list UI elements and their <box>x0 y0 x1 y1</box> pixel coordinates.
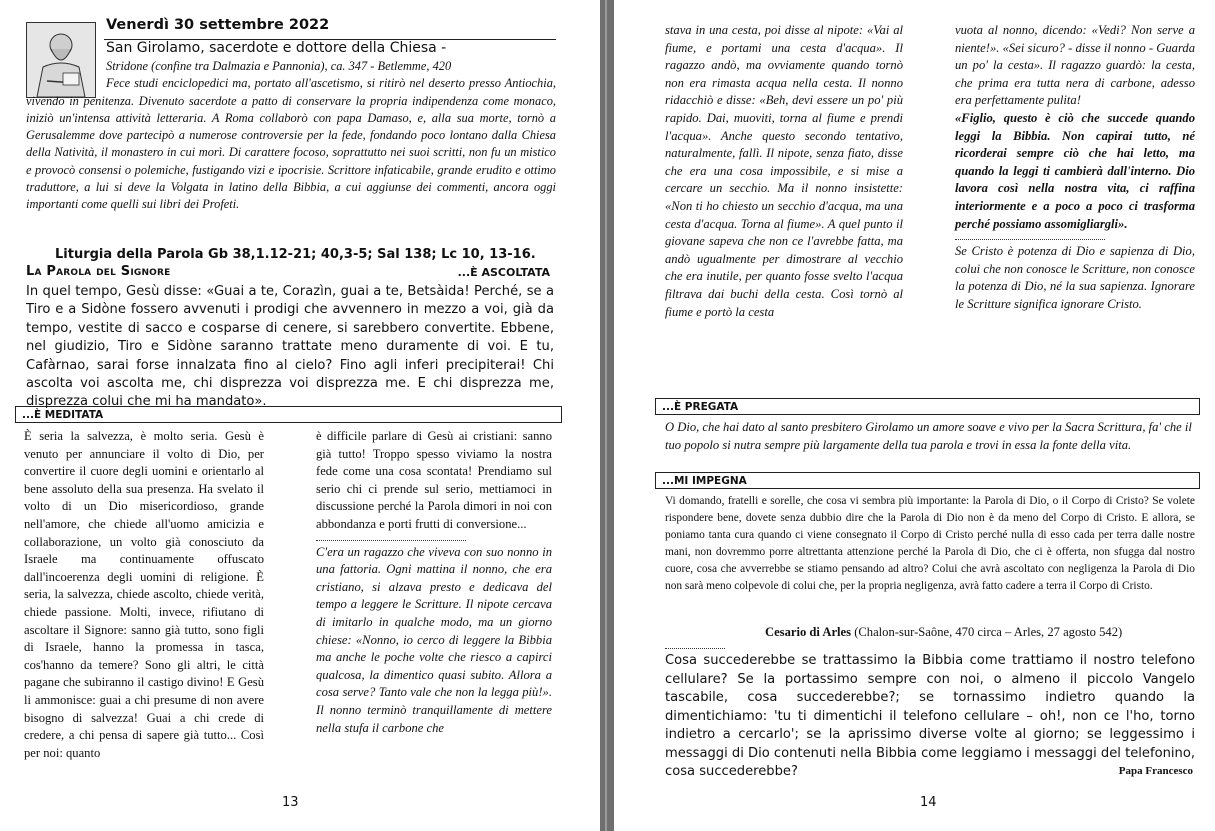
closing-author: Papa Francesco <box>1118 765 1193 777</box>
saint-biography: Fece studi enciclopedici ma, portato all'ascetismo, si ritirò nel deserto presso Antiochia, vivendo in penitenza. Divenuto sacerdote a patto di conservare la propria indipendenza come monaco, iniziò un'intensa attività letteraria. A Roma collaborò con papa Damaso, e, alla sua morte, tornò a Gerusalemme dove partecipò a numerose controversie per la fede, fondando poco lontano dalla Chiesa della Natività, il monastero in cui morì. Di carattere focoso, soprattutto nei suoi scritti, non fu un mistico e provocò consensi o polemiche, fustigando vizi e ipocrisie. Scrittore infaticabile, grande erudito e ottimo traduttore, a lui si deve la Volgata in latino della Bibbia, a cui aggiunse dei commenti, ancora oggi importanti come quelli sui libri dei Profeti. <box>26 76 556 212</box>
listened-label: ...È ASCOLTATA <box>457 266 550 279</box>
prayer-text: O Dio, che hai dato al santo presbitero Girolamo un amore soave e vivo per la Sacra Scrittura, fa' che il tuo popolo si nutra sempre più largamente della tua parola e trovi in essa la fonte della vita. <box>665 420 1192 452</box>
right-page <box>614 0 1215 831</box>
date-title: Venerdì 30 settembre 2022 <box>106 17 330 33</box>
closing-text: Cosa succederebbe se trattassimo la Bibbia come trattiamo il nostro telefono cellulare? Se la portassimo sempre con noi, o almeno il piccolo Vangelo tascabile, cosa succederebbe?; se tornassimo indietro quando la dimentichiamo: 'tu ti dimentichi il telefono cellulare – oh!, non ce l'ho, torno indietro a cercarlo'; se la aprissimo diverse volte al giorno; se leggessimo i messaggi di Dio contenuti nella Bibbia come leggiamo i messaggi del telefonino, cosa succederebbe? <box>665 653 1195 779</box>
author-info: (Chalon-sur-Saône, 470 circa – Arles, 27 agosto 542) <box>854 625 1123 639</box>
meditation-continued: è difficile parlare di Gesù ai cristiani: sanno già tutto! Troppo spesso viviamo la nostra fede come una cosa scontata! Prendiamo sul serio chi ci prende sul serio, mettiamoci in discussione perché la Parola dimori in noi con abbondanza e porti frutti di conversione... <box>316 429 552 531</box>
saint-dates: Stridone (confine tra Dalmazia e Pannonia), ca. 347 - Betlemme, 420 <box>106 59 452 73</box>
page-number-right: 14 <box>920 795 937 810</box>
meditation-column-2 <box>316 428 552 737</box>
story-moral: «Figlio, questo è ciò che succede quando leggi la Bibbia. Non capirai tutto, né ricorderai sempre ciò che hai letto, ma quando la leggi ti cambierà dall'interno. Dio lavora così nella nostra vita, ci raffina interiormente e a poco a poco ci trasforma perché possiamo assomigliargli». <box>955 110 1195 231</box>
saint-bio <box>26 58 556 214</box>
word-of-lord-title: La Parola del Signore <box>26 264 171 279</box>
meditation-column-1: È seria la salvezza, è molto seria. Gesù è venuto per annunciare il volto di Dio, per convertire il cuore degli uomini e orientarlo al bene assoluto della sua presenza. Ha svelato il volto di un Dio misericordioso, grande nell'amore, che chiede all'uomo amicizia e collaborazione, un volto già conosciuto da Israele ma continuamente offuscato dall'incoerenza degli uomini di religione. È seria, la salvezza, chiede ascolto, chiede verità, chiede passione. Molti, invece, rifiutano di ascoltare il Signore: sanno già tutto, sono figli di Israele, hanno la promessa in tasca, cos'hanno da temere? Sono gli altri, le città pagane che subiranno il castigo divino! E Gesù li ammonisce: guai a chi presume di non avere bisogno di salvezza! Guai a chi crede di credere, a chi pensa di sapere già tutto... Così per noi: quanto <box>24 429 264 760</box>
author-attribution <box>765 625 1122 640</box>
commitment-text: Vi domando, fratelli e sorelle, che cosa vi sembra più importante: la Parola di Dio, o il Corpo di Cristo? Se volete rispondere bene, dovete senza dubbio dire che la Parola di Dio non è da meno del Corpo di Cristo. E allora, se poniamo tanta cura quando ci viene consegnato il Corpo di Cristo perché nulla di esso cada per terra dalle nostre mani, non dovremmo porre altrettanta attenzione perché la Parola di Dio, che ci è offerta, non sfugga dal nostro cuore, cosa che avverrebbe se stiamo pensando ad altro? Colui che avrà ascoltato con negligenza la Parola di Dio non sarà meno colpevole di colui che, per la propria negligenza, avrà fatto cadere a terra il Corpo di Cristo. <box>665 495 1195 592</box>
author-name: Cesario di Arles <box>765 625 852 639</box>
page-number-left: 13 <box>282 795 299 810</box>
saint-name: San Girolamo, sacerdote e dottore della Chiesa - <box>106 40 447 56</box>
meditated-section-header <box>15 406 562 423</box>
story-column-2 <box>955 22 1195 314</box>
commit-label: ...MI IMPEGNA <box>662 475 747 487</box>
left-page <box>0 0 600 831</box>
story-start: C'era un ragazzo che viveva con suo nonno in una fattoria. Ogni mattina il nonno, che era cristiano, si alzava presto e dedicava del tempo a leggere le Scritture. Il nipote cercava di imitarlo in qualche modo, ma un giorno chiese: «Nonno, io cerco di leggere la Bibbia ma anche le poche volte che riesco a capirci qualcosa, la dimentico quasi subito. Allora a cosa serve? Tanto vale che non la legga più!». Il nonno terminò tranquillamente di mettere nella stufa il carbone che <box>316 544 552 735</box>
meditated-label: ...È MEDITATA <box>22 409 104 421</box>
story-continued: vuota al nonno, dicendo: «Vedi? Non serve a niente!». «Sei sicuro? - disse il nonno - Guarda un po' la cesta». Il ragazzo guardò: la cesta, che prima era tutta nera di carbone, adesso era perfettamente pulita! <box>955 23 1195 108</box>
separator <box>955 239 1105 240</box>
scripture-quote: Se Cristo è potenza di Dio e sapienza di Dio, colui che non conosce le Scritture, non conosce la potenza di Dio, né la sua sapienza. Ignorare le Scritture significa ignorare Cristo. <box>955 244 1195 311</box>
prayed-section-header <box>655 398 1200 415</box>
gospel-text: In quel tempo, Gesù disse: «Guai a te, Corazìn, guai a te, Betsàida! Perché, se a Tiro e a Sidòne fossero avvenuti i prodigi che avvennero in mezzo a voi, già da tempo, vestite di sacco e cosparse di cenere, si sarebbero convertite. Ebbene, nel giudizio, Tiro e Sidòne saranno trattate meno duramente di voi. E tu, Cafàrnao, sarai forse innalzata fino al cielo? Fino agli inferi precipiterai! Chi ascolta voi ascolta me, chi disprezza voi disprezza me. E chi disprezza me, disprezza colui che mi ha mandato». <box>26 284 554 410</box>
separator <box>316 540 466 541</box>
story-column-1: stava in una cesta, poi disse al nipote: «Vai al fiume, e portami una cesta d'acqua». Il ragazzo andò, ma ovviamente quando tornò non era rimasta acqua nella cesta. Il nonno ridacchiò e disse: «Beh, devi essere un po' più rapido. Dai, muoviti, torna al fiume e prendi l'acqua». Anche questo secondo tentativo, naturalmente, fallì. Il nipote, senza fiato, disse che era una cosa impossibile, e si mise a cercare un secchio. Ma il nonno insistette: «Non ti ho chiesto un secchio d'acqua, ma una cesta d'acqua. Torna al fiume». A quel punto il giovane sapeva che non ce l'avrebbe fatta, ma andò ugualmente per dimostrare al vecchio che era inutile, per quanto fosse svelto l'acqua filtrava dai buchi della cesta. Così tornò al fiume e portò la cesta <box>665 23 903 319</box>
book-gutter <box>600 0 614 831</box>
liturgy-title: Liturgia della Parola Gb 38,1.12-21; 40,3-5; Sal 138; Lc 10, 13-16. <box>55 247 536 262</box>
short-separator <box>665 648 725 649</box>
commit-section-header <box>655 472 1200 489</box>
prayed-label: ...È PREGATA <box>662 401 739 413</box>
